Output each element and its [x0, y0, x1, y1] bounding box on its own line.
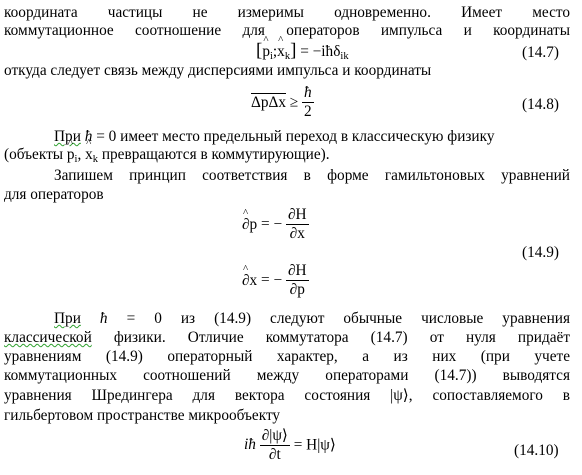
text-line-9: классической физики. Отличие коммутатора (14.7) от нуля придаёт: [4, 329, 571, 346]
equation-14-10: iħ $\frac{\partial|\psi⟩}{\partial t}$ = H|ψ⟩: [244, 427, 336, 463]
equation-number-14-9: (14.9): [522, 244, 559, 261]
equation-number-14-7: (14.7): [522, 44, 559, 61]
text-line-7: для операторов: [4, 186, 104, 203]
text-line-4: При ħ = 0 имеет место предельный переход в классическую физику: [54, 128, 495, 145]
equation-number-14-8: (14.8): [522, 96, 559, 113]
equation-14-9-row-1: ^ ∂p = − $\frac{\partial H}{\partial x}$: [242, 206, 309, 243]
text-line-3: откуда следует связь между дисперсиями импульса и координаты: [4, 62, 432, 79]
text-line-2: коммутационное соотношение для операторов импульса и координаты: [4, 22, 570, 39]
text-line-13: гильбертовом пространстве микрообъекту: [4, 407, 281, 424]
text-line-12: уравнения Шредингера для вектора состояния |ψ⟩, сопоставляемого в: [4, 387, 570, 404]
equation-14-7: [^ $p_i;\^{}$ $x_k$] = −iħδ$_{ik}$: [256, 40, 349, 62]
text-line-1: координата частицы не измеримы одновременно. Имеет место: [4, 4, 570, 21]
text-line-11: коммутационных соотношений между операторами (14.7)) выводятся: [4, 367, 570, 384]
equation-14-8: ΔpΔx ≥ $\frac{ħ}{2}$: [251, 84, 312, 120]
text-line-5: (объекты ^ $p_i$, ^ $x_k$ превращаются в коммутирующие).: [4, 146, 330, 165]
text-line-10: уравнениям (14.9) операторный характер, а из них (при учете: [4, 348, 570, 365]
text-line-8: При ħ = 0 из (14.9) следуют обычные числовые уравнения: [54, 310, 571, 327]
text-line-6: Запишем принцип соответствия в форме гамильтоновых уравнений: [54, 167, 570, 184]
equation-number-14-10: (14.10): [514, 442, 559, 459]
equation-14-9-row-2: ^ ∂x = − $\frac{\partial H}{\partial p}$: [242, 262, 309, 299]
